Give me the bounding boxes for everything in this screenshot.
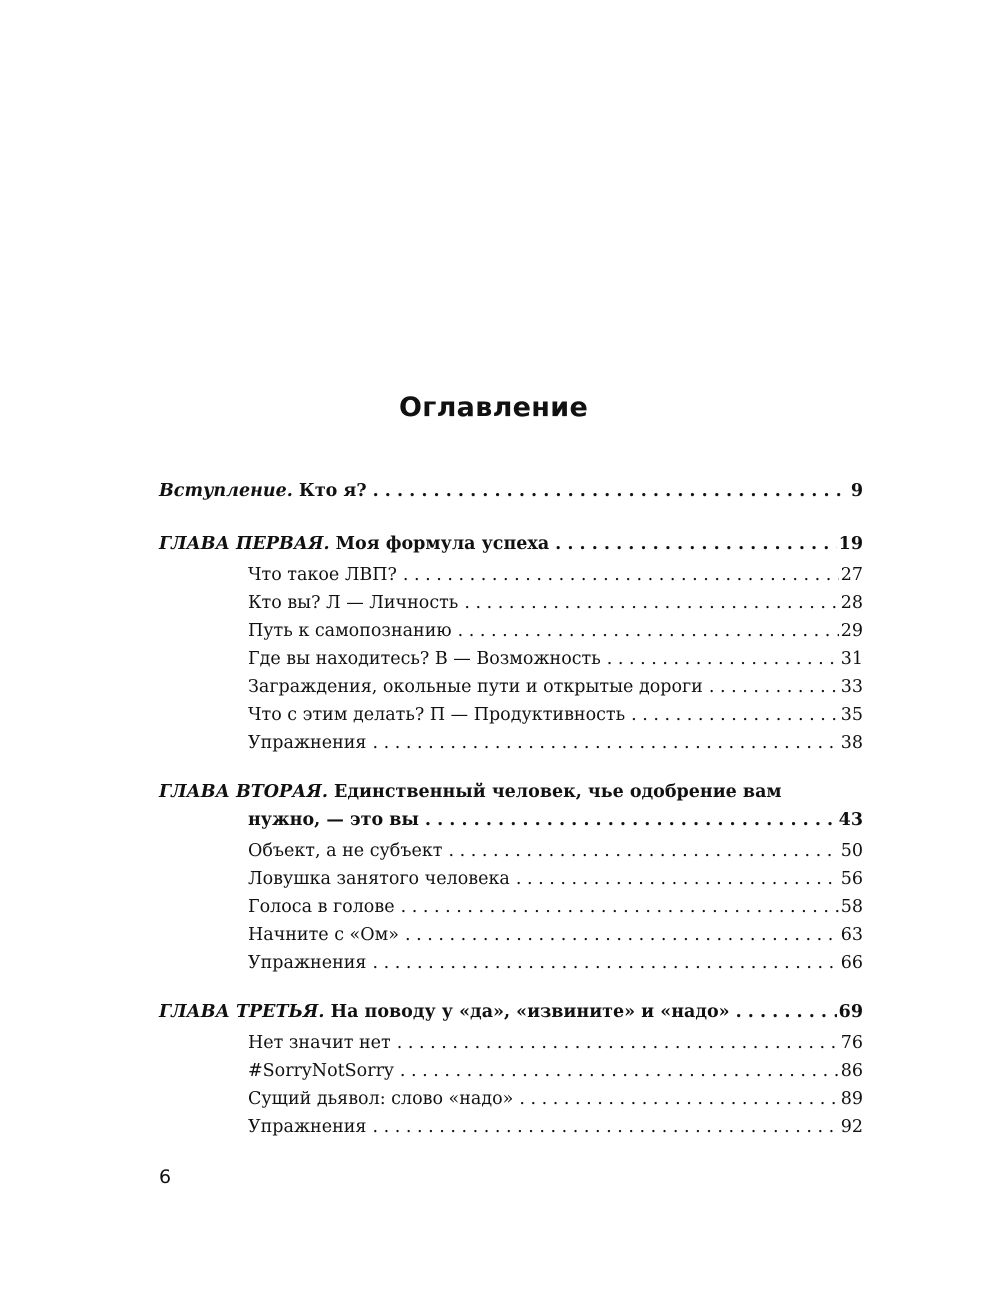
- toc-subentry[interactable]: [159, 617, 863, 645]
- toc-subentry[interactable]: [159, 701, 863, 729]
- page-ref: 43: [838, 810, 863, 830]
- page-ref: 31: [840, 649, 863, 669]
- leader-dots: [372, 949, 838, 977]
- table-of-contents: [159, 477, 863, 1141]
- page-ref: 33: [840, 677, 863, 697]
- entry-title: Упражнения: [248, 1117, 367, 1137]
- entry-title: Начните с «Ом»: [248, 925, 399, 945]
- leader-dots: [397, 1029, 839, 1057]
- leader-dots: [631, 701, 839, 729]
- toc-entry-chapter-3[interactable]: [159, 998, 863, 1026]
- entry-title: Голоса в голове: [248, 897, 395, 917]
- entry-title: На поводу у «да», «извините» и «надо»: [330, 1002, 730, 1022]
- leader-dots: [372, 729, 838, 757]
- leader-dots: [458, 617, 839, 645]
- page-ref: 58: [840, 897, 863, 917]
- toc-subentry[interactable]: [159, 729, 863, 757]
- entry-label: Вступление.: [159, 481, 293, 501]
- leader-dots: [400, 1057, 839, 1085]
- page-ref: 9: [850, 481, 863, 501]
- entry-title: Упражнения: [248, 953, 367, 973]
- leader-dots: [516, 865, 839, 893]
- entry-title: #SorryNotSorry: [248, 1061, 394, 1081]
- toc-subentry[interactable]: [159, 837, 863, 865]
- entry-title: Что с этим делать? П — Продуктивность: [248, 705, 626, 725]
- entry-title: Что такое ЛВП?: [248, 565, 397, 585]
- page-ref: 19: [838, 534, 863, 554]
- entry-title: Заграждения, окольные пути и открытые дороги: [248, 677, 703, 697]
- toc-subentry[interactable]: [159, 645, 863, 673]
- entry-title: Путь к самопознанию: [248, 621, 452, 641]
- leader-dots: [709, 673, 839, 701]
- leader-dots: [403, 561, 839, 589]
- toc-entry-chapter-2[interactable]: [159, 778, 863, 806]
- toc-subentry[interactable]: [159, 1113, 863, 1141]
- toc-subentry[interactable]: [159, 865, 863, 893]
- page-ref: 28: [840, 593, 863, 613]
- page-ref: 35: [840, 705, 863, 725]
- leader-dots: [372, 1113, 838, 1141]
- page-ref: 63: [840, 925, 863, 945]
- page-number: 6: [159, 1166, 172, 1188]
- toc-entry-intro[interactable]: [159, 477, 863, 505]
- entry-label: ГЛАВА ТРЕТЬЯ.: [159, 1002, 325, 1022]
- page-ref: 38: [840, 733, 863, 753]
- entry-title: Объект, а не субъект: [248, 841, 443, 861]
- entry-title: Ловушка занятого человека: [248, 869, 510, 889]
- toc-subentry[interactable]: [159, 673, 863, 701]
- entry-title: Кто я?: [298, 481, 367, 501]
- leader-dots: [405, 921, 839, 949]
- entry-title: Моя формула успеха: [335, 534, 550, 554]
- toc-subentry[interactable]: [159, 1085, 863, 1113]
- page-ref: 92: [840, 1117, 863, 1137]
- toc-entry-chapter-2-continued[interactable]: [159, 806, 863, 834]
- page-title: Оглавление: [398, 392, 589, 423]
- leader-dots: [555, 530, 836, 558]
- page-ref: 69: [838, 1002, 863, 1022]
- entry-title: Упражнения: [248, 733, 367, 753]
- page-ref: 27: [840, 565, 863, 585]
- page-ref: 50: [840, 841, 863, 861]
- entry-title-continued: нужно, — это вы: [248, 810, 419, 830]
- leader-dots: [401, 893, 839, 921]
- toc-subentry[interactable]: [159, 561, 863, 589]
- entry-label: ГЛАВА ПЕРВАЯ.: [159, 534, 330, 554]
- page-ref: 66: [840, 953, 863, 973]
- toc-entry-chapter-1[interactable]: [159, 530, 863, 558]
- leader-dots: [519, 1085, 838, 1113]
- toc-subentry[interactable]: [159, 949, 863, 977]
- page-ref: 89: [840, 1089, 863, 1109]
- toc-subentry[interactable]: [159, 1057, 863, 1085]
- page-ref: 76: [840, 1033, 863, 1053]
- toc-subentry[interactable]: [159, 589, 863, 617]
- leader-dots: [425, 806, 837, 834]
- entry-title: Где вы находитесь? В — Возможность: [248, 649, 601, 669]
- entry-title: Сущий дьявол: слово «надо»: [248, 1089, 514, 1109]
- leader-dots: [607, 645, 839, 673]
- leader-dots: [736, 998, 837, 1026]
- entry-title: Единственный человек, чье одобрение вам: [334, 782, 782, 802]
- page-ref: 29: [840, 621, 863, 641]
- page-ref: 86: [840, 1061, 863, 1081]
- entry-title: Нет значит нет: [248, 1033, 391, 1053]
- toc-subentry[interactable]: [159, 1029, 863, 1057]
- toc-subentry[interactable]: [159, 893, 863, 921]
- leader-dots: [464, 589, 838, 617]
- toc-subentry[interactable]: [159, 921, 863, 949]
- entry-label: ГЛАВА ВТОРАЯ.: [159, 782, 328, 802]
- leader-dots: [373, 477, 849, 505]
- entry-title: Кто вы? Л — Личность: [248, 593, 459, 613]
- page-ref: 56: [840, 869, 863, 889]
- leader-dots: [448, 837, 838, 865]
